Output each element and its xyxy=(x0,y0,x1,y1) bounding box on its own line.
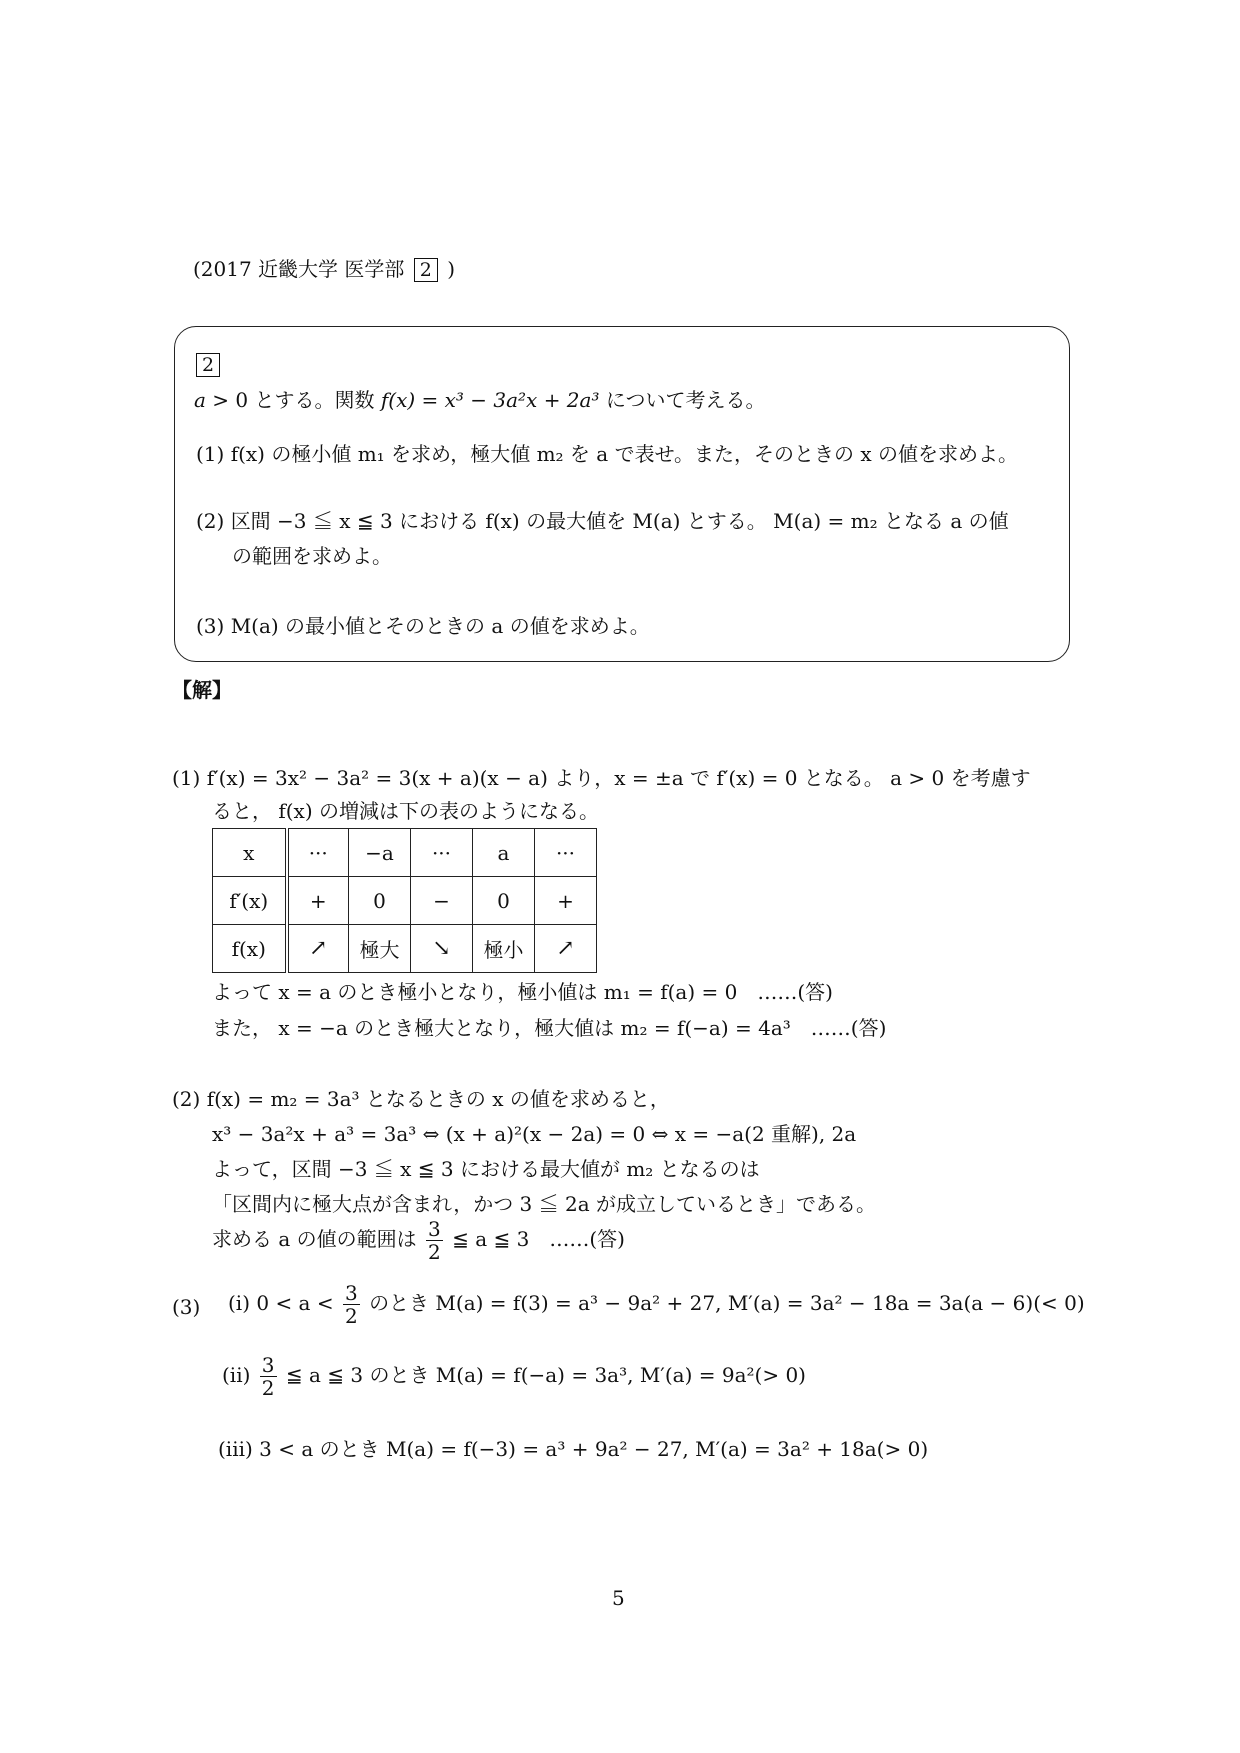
table-cell: + xyxy=(287,877,349,925)
table-cell: ··· xyxy=(535,829,597,877)
source-citation xyxy=(193,255,455,283)
source-problem-number: 2 xyxy=(414,258,438,282)
problem-number: 2 xyxy=(196,350,223,378)
source-suffix: ) xyxy=(447,257,456,281)
page-number: 5 xyxy=(612,1586,625,1610)
table-row-x xyxy=(213,829,597,877)
question-2-line-2: の範囲を求めよ。 xyxy=(232,544,392,568)
table-cell: f(x) xyxy=(213,925,287,973)
table-cell: − xyxy=(411,877,473,925)
down-arrow-icon: ↘ xyxy=(411,925,473,973)
table-cell: 0 xyxy=(349,877,411,925)
part2-line-1: (2) f(x) = m₂ = 3a³ となるときの x の値を求めると， xyxy=(172,1087,670,1111)
part1-result-2: また， x = −a のとき極大となり，極大値は m₂ = f(−a) = 4a³ ……(答) xyxy=(212,1016,887,1040)
table-cell: f′(x) xyxy=(213,877,287,925)
part3-label: (3) xyxy=(172,1295,201,1319)
part3-case-1: (i) 0 < a < $\frac{3}{2}$ のとき M(a) = f(3) = a³ − 9a² + 27, M′(a) = 3a² − 18a = 3a(a − 6)(< 0) xyxy=(228,1281,1085,1328)
up-arrow-icon: ↗ xyxy=(535,925,597,973)
part3-case-3: (iii) 3 < a のとき M(a) = f(−3) = a³ + 9a² − 27, M′(a) = 3a² + 18a(> 0) xyxy=(218,1437,929,1461)
source-prefix: (2017 近畿大学 医学部 xyxy=(193,257,405,281)
question-1: (1) f(x) の極小値 m₁ を求め，極大値 m₂ を a で表せ。また，そのときの x の値を求めよ。 xyxy=(196,442,1018,466)
table-cell: 極小 xyxy=(473,925,535,973)
part2-line-2: x³ − 3a²x + a³ = 3a³ ⇔ (x + a)²(x − 2a) = 0 ⇔ x = −a(2 重解), 2a xyxy=(212,1122,857,1146)
part2-line-5: 求める a の値の範囲は $\frac{3}{2}$ ≦ a ≦ 3 ……(答) xyxy=(212,1217,625,1264)
table-cell: + xyxy=(535,877,597,925)
table-row-function xyxy=(213,925,597,973)
question-3: (3) M(a) の最小値とそのときの a の値を求めよ。 xyxy=(196,614,650,638)
fraction: $\frac{3}{2}$ xyxy=(428,1217,441,1264)
part1-line-2: ると， f(x) の増減は下の表のようになる。 xyxy=(212,799,600,823)
function-expression: f(x) = x³ − 3a²x + 2a³ xyxy=(380,388,600,412)
part2-line-3: よって，区間 −3 ≦ x ≦ 3 における最大値が m₂ となるのは xyxy=(212,1157,760,1181)
question-2-line-1: (2) 区間 −3 ≦ x ≦ 3 における f(x) の最大値を M(a) とする。 M(a) = m₂ となる a の値 xyxy=(196,509,1009,533)
table-cell: 極大 xyxy=(349,925,411,973)
increase-decrease-table xyxy=(212,828,597,973)
table-row-derivative xyxy=(213,877,597,925)
part1-line-1: (1) f′(x) = 3x² − 3a² = 3(x + a)(x − a) より，x = ±a で f′(x) = 0 となる。 a > 0 を考慮す xyxy=(172,766,1031,790)
table-cell: ··· xyxy=(287,829,349,877)
part1-result-1: よって x = a のとき極小となり，極小値は m₁ = f(a) = 0 ……(答) xyxy=(212,980,833,1004)
fraction: $\frac{3}{2}$ xyxy=(344,1281,358,1328)
part2-line-4: 「区間内に極大点が含まれ，かつ 3 ≦ 2a が成立しているとき」である。 xyxy=(212,1192,877,1216)
part3-case-2: (ii) $\frac{3}{2}$ ≦ a ≦ 3 のとき M(a) = f(−a) = 3a³, M′(a) = 9a²(> 0) xyxy=(222,1353,806,1400)
table-cell: −a xyxy=(349,829,411,877)
table-cell: x xyxy=(213,829,287,877)
fraction: $\frac{3}{2}$ xyxy=(261,1353,275,1400)
table-cell: 0 xyxy=(473,877,535,925)
up-arrow-icon: ↗ xyxy=(287,925,349,973)
table-cell: ··· xyxy=(411,829,473,877)
table-cell: a xyxy=(473,829,535,877)
problem-premise: a > 0 とする。関数 f(x) = x³ − 3a²x + 2a³ について考える。 xyxy=(194,388,766,412)
solution-heading: 【解】 xyxy=(172,678,232,702)
